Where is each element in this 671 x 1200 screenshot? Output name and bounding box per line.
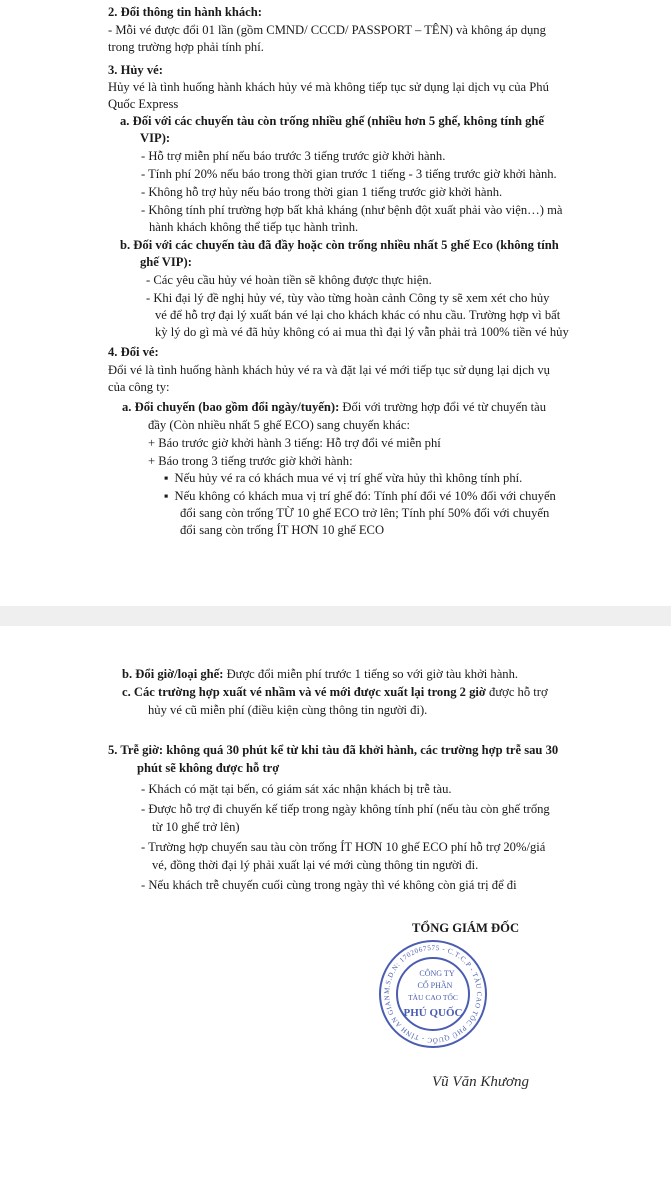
svg-text:TÀU CAO TỐC: TÀU CAO TỐC xyxy=(408,993,458,1002)
svg-text:Vũ Văn Khương: Vũ Văn Khương xyxy=(432,1074,530,1090)
company-stamp xyxy=(377,938,489,1050)
section-5-title: 5. Trễ giờ: không quá 30 phút kể từ khi tàu đã khởi hành, các trường hợp trễ sau 30 xyxy=(108,743,559,757)
item-c-title: c. Các trường hợp xuất vé nhầm và vé mới được xuất lại trong 2 giờ xyxy=(122,685,486,699)
section-2-line: trong trường hợp phải tính phí. xyxy=(108,40,264,54)
list-item: + Báo trước giờ khởi hành 3 tiếng: Hỗ trợ đổi vé miễn phí xyxy=(148,436,441,450)
section-3-line: Quốc Express xyxy=(108,97,179,111)
bullet-item-cont: đổi sang còn trống ÍT HƠN 10 ghế ECO xyxy=(180,523,385,537)
stamp-icon xyxy=(377,938,489,1050)
list-item: từ 10 ghế trở lên) xyxy=(152,820,240,834)
subsection-b-title: ghế VIP): xyxy=(140,255,192,269)
section-4-line: Đổi vé là tình huống hành khách hủy vé ra và đặt lại vé mới tiếp tục sử dụng lại dịch vụ xyxy=(108,363,550,377)
item-b-title: b. Đổi giờ/loại ghế: xyxy=(122,667,224,681)
svg-text:PHÚ QUỐC: PHÚ QUỐC xyxy=(403,1007,463,1019)
list-item: - Nếu khách trễ chuyến cuối cùng trong ngày thì vé không còn giá trị để đi xyxy=(141,878,517,892)
section-2-line: - Mỗi vé được đổi 01 lần (gồm CMND/ CCCD/ PASSPORT – TÊN) và không áp dụng xyxy=(108,23,546,37)
subsection-4a-title: a. Đổi chuyến (bao gồm đổi ngày/tuyến): xyxy=(122,400,340,414)
bullet-item-cont: đổi sang còn trống TỪ 10 ghế ECO trở lên; Tính phí 50% đối với chuyến xyxy=(180,506,550,520)
list-item: vé, đồng thời đại lý phải xuất lại vé mới cùng thông tin người đi. xyxy=(152,858,479,872)
list-item: hành khách không thể tiếp tục hành trình. xyxy=(149,220,359,234)
svg-text:M.S.D.N: 1702067575 - C.T.C.P: M.S.D.N: 1702067575 - C.T.C.P - TÀU CAO TỐC PHÚ QUỐC - TỈNH AN GIAN xyxy=(382,943,484,1045)
subsection-4a-line xyxy=(122,399,546,415)
section-2-title: 2. Đổi thông tin hành khách: xyxy=(108,5,262,19)
item-c-line xyxy=(122,684,548,700)
item-c-line: hủy vé cũ miễn phí (điều kiện cùng thông tin người đi). xyxy=(148,703,428,717)
list-item: - Hỗ trợ miễn phí nếu báo trước 3 tiếng trước giờ khởi hành. xyxy=(141,149,446,163)
bullet-item: ▪ Nếu không có khách mua vị trí ghế đó: Tính phí đổi vé 10% đối với chuyến xyxy=(164,488,556,504)
signer-title: TỔNG GIÁM ĐỐC xyxy=(412,921,520,935)
signature-icon xyxy=(430,1060,560,1100)
section-4-line: của công ty: xyxy=(108,380,170,394)
list-item: + Báo trong 3 tiếng trước giờ khởi hành: xyxy=(148,454,353,468)
list-item: - Khi đại lý đề nghị hủy vé, tùy vào từng hoàn cảnh Công ty sẽ xem xét cho hủy xyxy=(146,291,550,305)
list-item: - Tính phí 20% nếu báo trong thời gian trước 1 tiếng - 3 tiếng trước giờ khởi hành. xyxy=(141,167,557,181)
section-5-title: phút sẽ không được hỗ trợ xyxy=(137,761,280,775)
list-item: - Không tính phí trường hợp bất khả kháng (như bệnh đột xuất phải vào viện…) mà xyxy=(141,203,563,217)
section-3-line: Hủy vé là tình huống hành khách hủy vé mà không tiếp tục sử dụng lại dịch vụ của Phú xyxy=(108,80,549,94)
list-item: vé để hỗ trợ đại lý xuất bán vé lại cho khách khác có nhu cầu. Trường hợp vì bất xyxy=(155,308,561,322)
item-b-text: Được đổi miễn phí trước 1 tiếng so với giờ tàu khởi hành. xyxy=(223,667,519,681)
section-3-title: 3. Hủy vé: xyxy=(108,63,163,77)
page-gap xyxy=(0,606,671,626)
bullet-item: ▪ Nếu hủy vé ra có khách mua vé vị trí ghế vừa hủy thì không tính phí. xyxy=(164,470,522,486)
subsection-a-title: VIP): xyxy=(140,131,171,145)
svg-text:CỔ PHẦN: CỔ PHẦN xyxy=(417,981,453,990)
list-item: - Các yêu cầu hủy vé hoàn tiền sẽ không được thực hiện. xyxy=(146,273,432,287)
item-b-line xyxy=(122,666,518,682)
list-item: - Trường hợp chuyến sau tàu còn trống ÍT HƠN 10 ghế ECO phí hỗ trợ 20%/giá xyxy=(141,840,546,854)
subsection-4a-line: đầy (Còn nhiều nhất 5 ghế ECO) sang chuyến khác: xyxy=(148,418,410,432)
subsection-4a-text: Đối với trường hợp đổi vé từ chuyến tàu xyxy=(339,400,547,414)
subsection-a-title: a. Đối với các chuyến tàu còn trống nhiều ghế (nhiều hơn 5 ghế, không tính ghế xyxy=(120,114,545,128)
list-item: kỳ lý do gì mà vé đã hủy không có ai mua thì đại lý vẫn phải trả 100% tiền vé hủy xyxy=(155,325,569,339)
list-item: - Không hỗ trợ hủy nếu báo trong thời gian 1 tiếng trước giờ khởi hành. xyxy=(141,185,503,199)
list-item: - Được hỗ trợ đi chuyến kế tiếp trong ngày không tính phí (nếu tàu còn ghế trống xyxy=(141,802,550,816)
item-c-text: được hỗ trợ xyxy=(485,685,548,699)
section-4-title: 4. Đổi vé: xyxy=(108,345,159,359)
svg-text:CÔNG TY: CÔNG TY xyxy=(419,969,455,978)
subsection-b-title: b. Đối với các chuyến tàu đã đầy hoặc còn trống nhiều nhất 5 ghế Eco (không tính xyxy=(120,238,559,252)
list-item: - Khách có mặt tại bến, có giám sát xác nhận khách bị trễ tàu. xyxy=(141,782,452,796)
